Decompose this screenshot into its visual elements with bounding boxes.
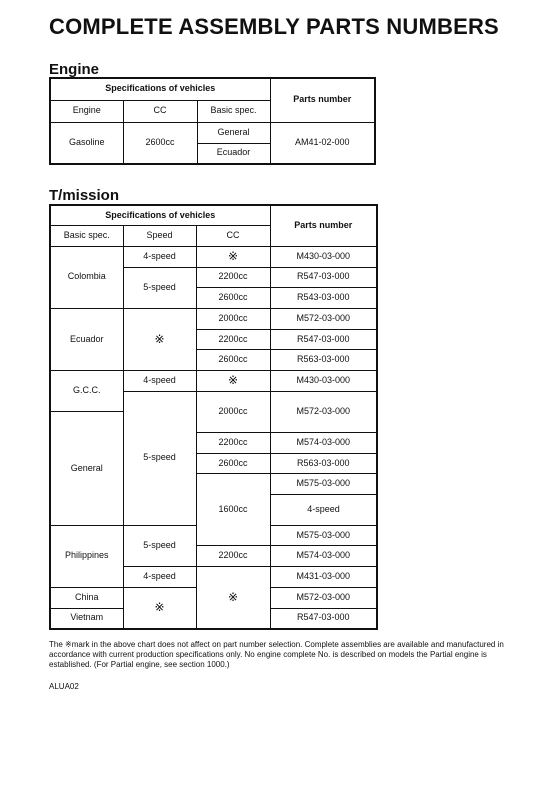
speed-cell: 4-speed [270, 495, 377, 526]
cc-cell: 2200cc [196, 433, 270, 454]
cc-cell: 2000cc [196, 308, 270, 329]
part-number-cell: M430-03-000 [270, 371, 377, 392]
cc-cell: 2200cc [196, 329, 270, 350]
part-number-cell: M575-03-000 [270, 474, 377, 495]
cc-cell: 2200cc [196, 267, 270, 288]
part-number-cell: R563-03-000 [270, 350, 377, 371]
tmission-section-title: T/mission [49, 187, 120, 204]
basic-spec-general: General [50, 412, 123, 525]
cc-cell: 2600cc [196, 453, 270, 474]
cc-cell: 2600cc [196, 350, 270, 371]
part-number-cell: R547-03-000 [270, 267, 377, 288]
footnote: The ※mark in the above chart does not affect on part number selection. Complete assemblies are available and manufactured in accordance with current production specifications only. No engine complete No. is described on models the Partial engine is established. (For Partial engine, see section 1000.) [49, 640, 504, 669]
engine-parts-table [49, 77, 376, 165]
engine-cell-ecuador: Ecuador [197, 143, 270, 164]
part-number-cell: M574-03-000 [270, 433, 377, 454]
not-applicable-mark: ※ [196, 246, 270, 267]
engine-col-cc: CC [123, 100, 197, 122]
part-number-cell: M572-03-000 [270, 391, 377, 432]
cc-cell: 2200cc [196, 546, 270, 567]
not-applicable-mark: ※ [196, 567, 270, 629]
speed-cell: 4-speed [123, 371, 196, 392]
speed-cell: 4-speed [123, 246, 196, 267]
speed-cell: 5-speed [123, 267, 196, 308]
tmission-parts-header: Parts number [270, 205, 377, 246]
part-number-cell: M431-03-000 [270, 567, 377, 588]
engine-cell-general: General [197, 122, 270, 143]
part-number-cell: M574-03-000 [270, 546, 377, 567]
engine-col-engine: Engine [50, 100, 123, 122]
basic-spec-china: China [50, 587, 123, 608]
part-number-cell: M572-03-000 [270, 587, 377, 608]
part-number-cell: R547-03-000 [270, 329, 377, 350]
document-code: ALUA02 [49, 682, 79, 691]
tmission-parts-table [49, 204, 378, 630]
cc-cell: 2000cc [196, 391, 270, 432]
basic-spec-ecuador: Ecuador [50, 308, 123, 370]
tmission-spec-header: Specifications of vehicles [50, 205, 270, 226]
engine-col-basic: Basic spec. [197, 100, 270, 122]
tmission-col-cc: CC [196, 226, 270, 247]
part-number-cell: R547-03-000 [270, 608, 377, 629]
basic-spec-vietnam: Vietnam [50, 608, 123, 629]
engine-cell-gasoline: Gasoline [50, 122, 123, 164]
not-applicable-mark: ※ [123, 308, 196, 370]
not-applicable-mark: ※ [196, 371, 270, 392]
engine-parts-header: Parts number [270, 78, 375, 122]
engine-cell-part-number: AM41-02-000 [270, 122, 375, 164]
part-number-cell: R543-03-000 [270, 288, 377, 309]
engine-section-title: Engine [49, 61, 100, 78]
basic-spec-philippines: Philippines [50, 525, 123, 587]
tmission-col-speed: Speed [123, 226, 196, 247]
cc-cell: 1600cc [196, 474, 270, 546]
speed-cell: 5-speed [123, 525, 196, 566]
part-number-cell: R563-03-000 [270, 453, 377, 474]
tmission-col-basic: Basic spec. [50, 226, 123, 247]
basic-spec-gcc: G.C.C. [50, 371, 123, 412]
cc-cell: 2600cc [196, 288, 270, 309]
engine-spec-header: Specifications of vehicles [50, 78, 270, 100]
page-title: COMPLETE ASSEMBLY PARTS NUMBERS [49, 14, 499, 39]
speed-cell: 4-speed [123, 567, 196, 588]
part-number-cell: M572-03-000 [270, 308, 377, 329]
engine-cell-cc: 2600cc [123, 122, 197, 164]
not-applicable-mark: ※ [123, 587, 196, 628]
speed-cell: 5-speed [123, 391, 196, 525]
basic-spec-colombia: Colombia [50, 246, 123, 308]
part-number-cell: M575-03-000 [270, 525, 377, 546]
part-number-cell: M430-03-000 [270, 246, 377, 267]
